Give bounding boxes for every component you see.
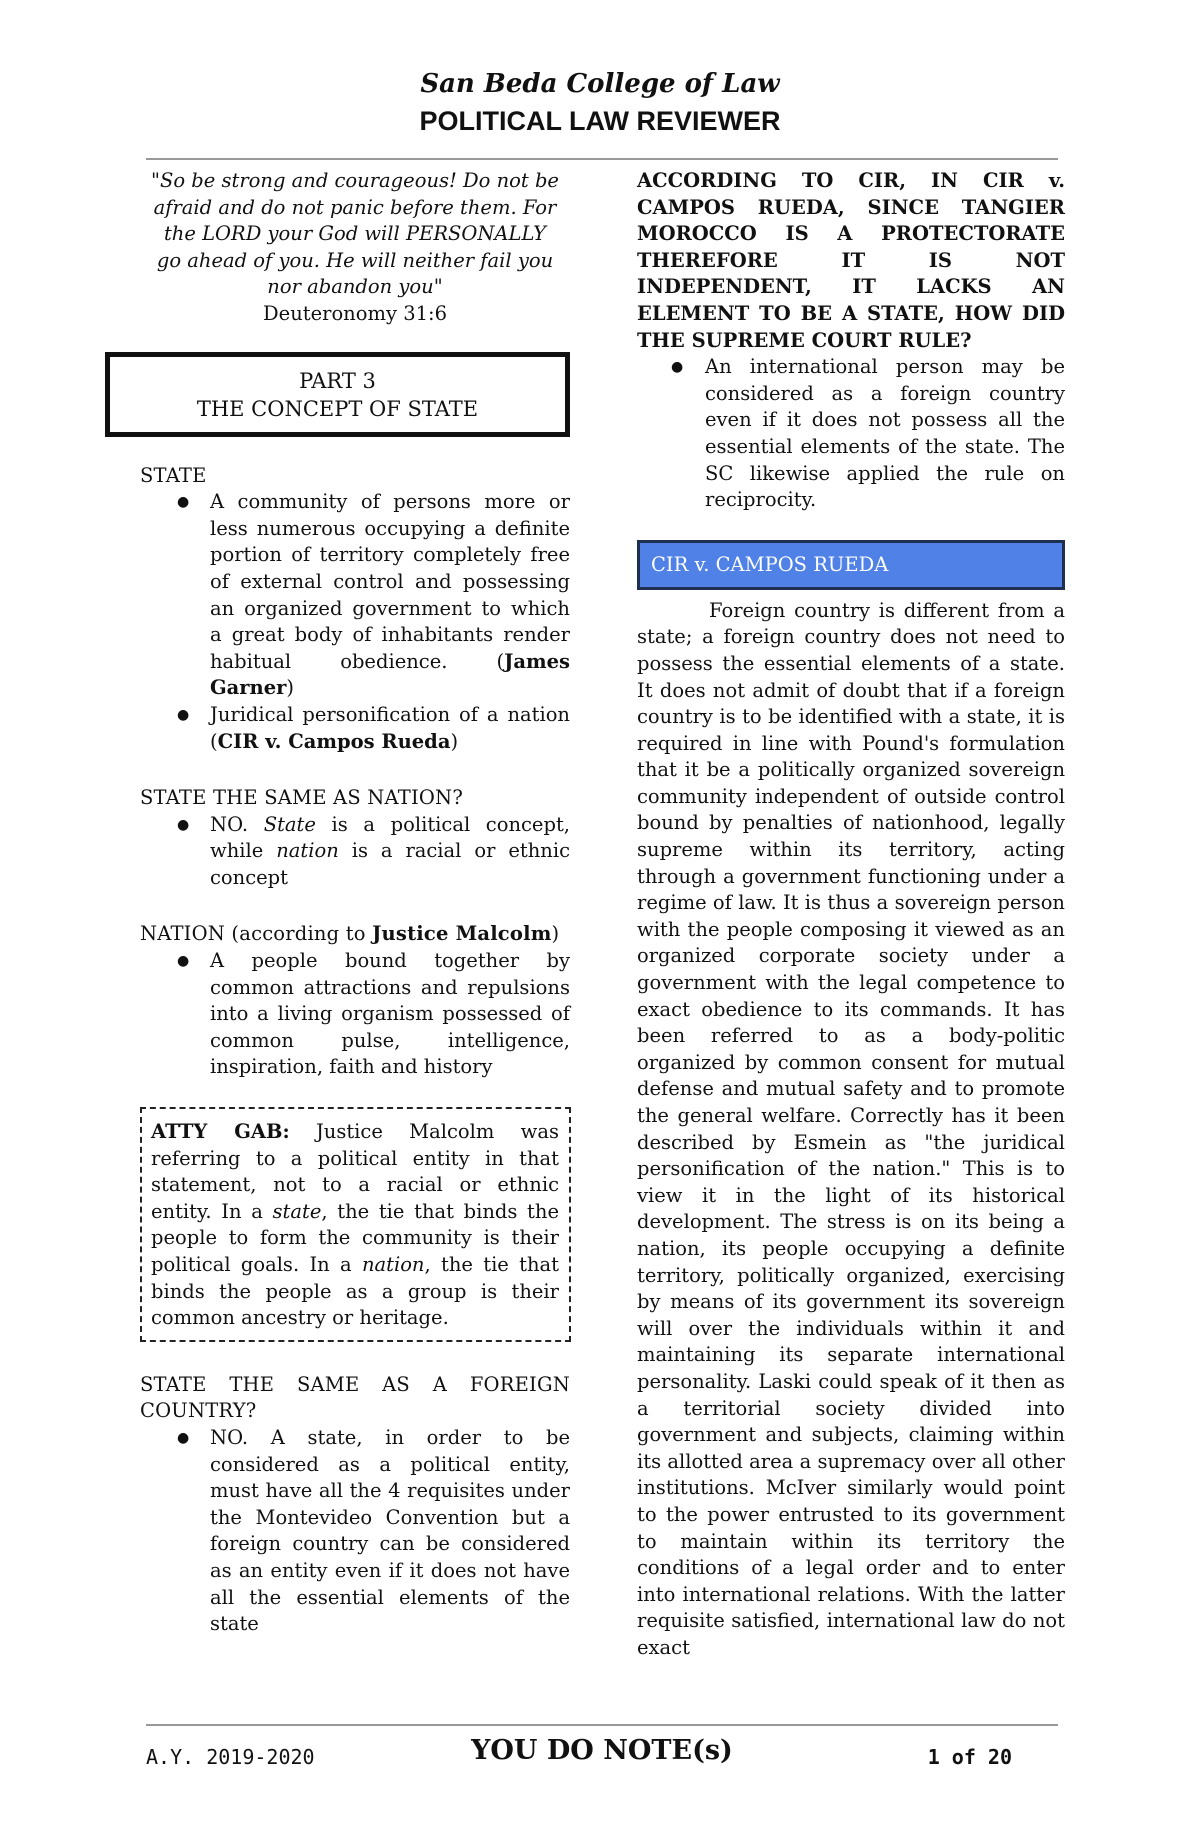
bullet-icon: ● — [177, 1429, 190, 1446]
note-text: Justice Malcolm was referring to a political entity in that statement, not to a racial or ethnic entity. In a — [151, 1120, 559, 1223]
atty-label: ATTY GAB: — [151, 1120, 290, 1144]
answer-term: State — [263, 812, 316, 836]
note-term: state — [272, 1199, 322, 1223]
answer-term: nation — [276, 839, 339, 863]
list-item — [137, 812, 570, 892]
part-number: PART 3 — [299, 368, 376, 393]
foreign-country-answer — [140, 1425, 570, 1638]
paren-close: ) — [551, 922, 560, 946]
left-column — [140, 168, 570, 1638]
state-definition-source: James Garner — [210, 649, 570, 700]
foreign-country-question: STATE THE SAME AS A FOREIGN COUNTRY? — [140, 1372, 570, 1423]
bullet-icon: ● — [177, 494, 190, 511]
footer-tagline: YOU DO NOTE(s) — [471, 1735, 733, 1766]
list-item — [635, 354, 1065, 514]
answer-text: is a political concept, while — [210, 812, 570, 863]
bullet-icon: ● — [177, 816, 190, 833]
nation-heading-text: NATION (according to — [140, 922, 373, 946]
state-heading: STATE — [140, 463, 207, 487]
nation-heading-name: Justice Malcolm — [372, 922, 552, 946]
state-nation-answer — [140, 812, 570, 892]
page-number: 1 of 20 — [927, 1745, 1012, 1769]
header-divider — [146, 158, 1058, 160]
quote-text: "So be strong and courageous! Do not be afraid and do not panic before them. For the LORD your God will PERSONALLY go ahead of you. He will neither fail you nor abandon you" — [151, 169, 559, 299]
nation-definition — [140, 948, 570, 1081]
part-title: THE CONCEPT OF STATE — [196, 396, 479, 421]
state-definition-text: Juridical personification of a nation ( — [210, 702, 570, 753]
paren-close: ) — [450, 729, 459, 753]
nation-heading — [140, 921, 570, 948]
cir-question: ACCORDING TO CIR, IN CIR v. CAMPOS RUEDA, SINCE TANGIER MOROCCO IS A PROTECTORATE THEREFORE IT IS NOT INDEPENDENT, IT LACKS AN ELEMENT TO BE A STATE, HOW DID THE SUPREME COURT RULE? — [637, 169, 1065, 352]
atty-gab-note — [140, 1107, 571, 1342]
note-text: , the tie that binds the people to form the community is their political goals. In a — [151, 1199, 559, 1276]
bullet-icon: ● — [671, 359, 684, 376]
cir-answer-text: An international person may be considered as a foreign country even if it does not possess all the essential elements of the state. The SC likewise applied the rule on reciprocity. — [705, 355, 1065, 512]
state-definition-source: CIR v. Campos Rueda — [217, 729, 451, 753]
state-nation-question: STATE THE SAME AS NATION? — [140, 786, 463, 810]
page-footer — [146, 1735, 1058, 1775]
bullet-icon: ● — [177, 706, 190, 723]
answer-text: NO. — [210, 812, 264, 836]
footer-divider — [146, 1724, 1058, 1726]
nation-definition-text: A people bound together by common attractions and repulsions into a living organism possessed of common pulse, intelligence, inspiration, faith and history — [210, 949, 570, 1079]
note-term: nation — [361, 1253, 425, 1276]
academic-year: A.Y. 2019-2020 — [146, 1745, 315, 1769]
page-header — [0, 66, 1200, 138]
right-column — [637, 168, 1065, 1661]
list-item — [137, 489, 570, 702]
bullet-icon: ● — [177, 953, 190, 970]
state-definition-text: A community of persons more or less numerous occupying a definite portion of territory completely free of external control and possessing an organized government to which a great body of inhabitants render habitual obedience. ( — [210, 490, 570, 673]
case-body — [637, 598, 1065, 1662]
foreign-country-text: NO. A state, in order to be considered as a political entity, must have all the 4 requisites under the Montevideo Convention but a foreign country can be considered as an entity even if it does not have all the essential elements of the state — [210, 1425, 570, 1636]
paren-close: ) — [286, 676, 295, 700]
list-item — [137, 948, 570, 1081]
note-text: , the tie that binds the people as a group is their common ancestry or heritage. — [151, 1253, 560, 1330]
case-title-bar: CIR v. CAMPOS RUEDA — [637, 540, 1065, 590]
bible-quote — [140, 168, 570, 328]
state-definitions — [140, 489, 570, 755]
list-item — [137, 702, 570, 755]
cir-answer — [637, 354, 1065, 514]
list-item — [137, 1425, 570, 1638]
quote-reference: Deuteronomy 31:6 — [263, 301, 447, 325]
case-body-text: Foreign country is different from a state; a foreign country does not need to possess the essential elements of a state. It does not admit of doubt that if a foreign country is to be identified with a state, it is required in line with Pound's formulation that it be a politically organized sovereign community independent of outside control bound by penalties of nationhood, legally supreme within its territory, acting through a government functioning under a regime of law. It is thus a sovereign person with the people composing it viewed as an organized corporate society under a government with the legal competence to exact obedience to its commands. It has been referred to as a body-politic organized by common consent for mutual defense and mutual safety and to promote the general welfare. Correctly has it been described by Esmein as "the juridical personification of the nation." This is to view it in the light of its historical development. The stress is on its being a nation, its people occupying a definite territory, politically organized, exercising by means of its government its sovereign will over the individuals within it and maintaining its separate international personality. Laski could speak of it then as a territorial society divided into government and subjects, claiming within its allotted area a supremacy over all other institutions. McIver similarly would point to the power entrusted to its government to maintain within its territory the conditions of a legal order and to enter into international relations. With the latter requisite satisfied, international law do not exact — [637, 598, 1065, 1659]
reviewer-title: POLITICAL LAW REVIEWER — [419, 106, 781, 136]
school-name: San Beda College of Law — [420, 69, 780, 99]
answer-text: is a racial or ethnic concept — [210, 839, 570, 889]
part-title-box — [105, 352, 570, 437]
